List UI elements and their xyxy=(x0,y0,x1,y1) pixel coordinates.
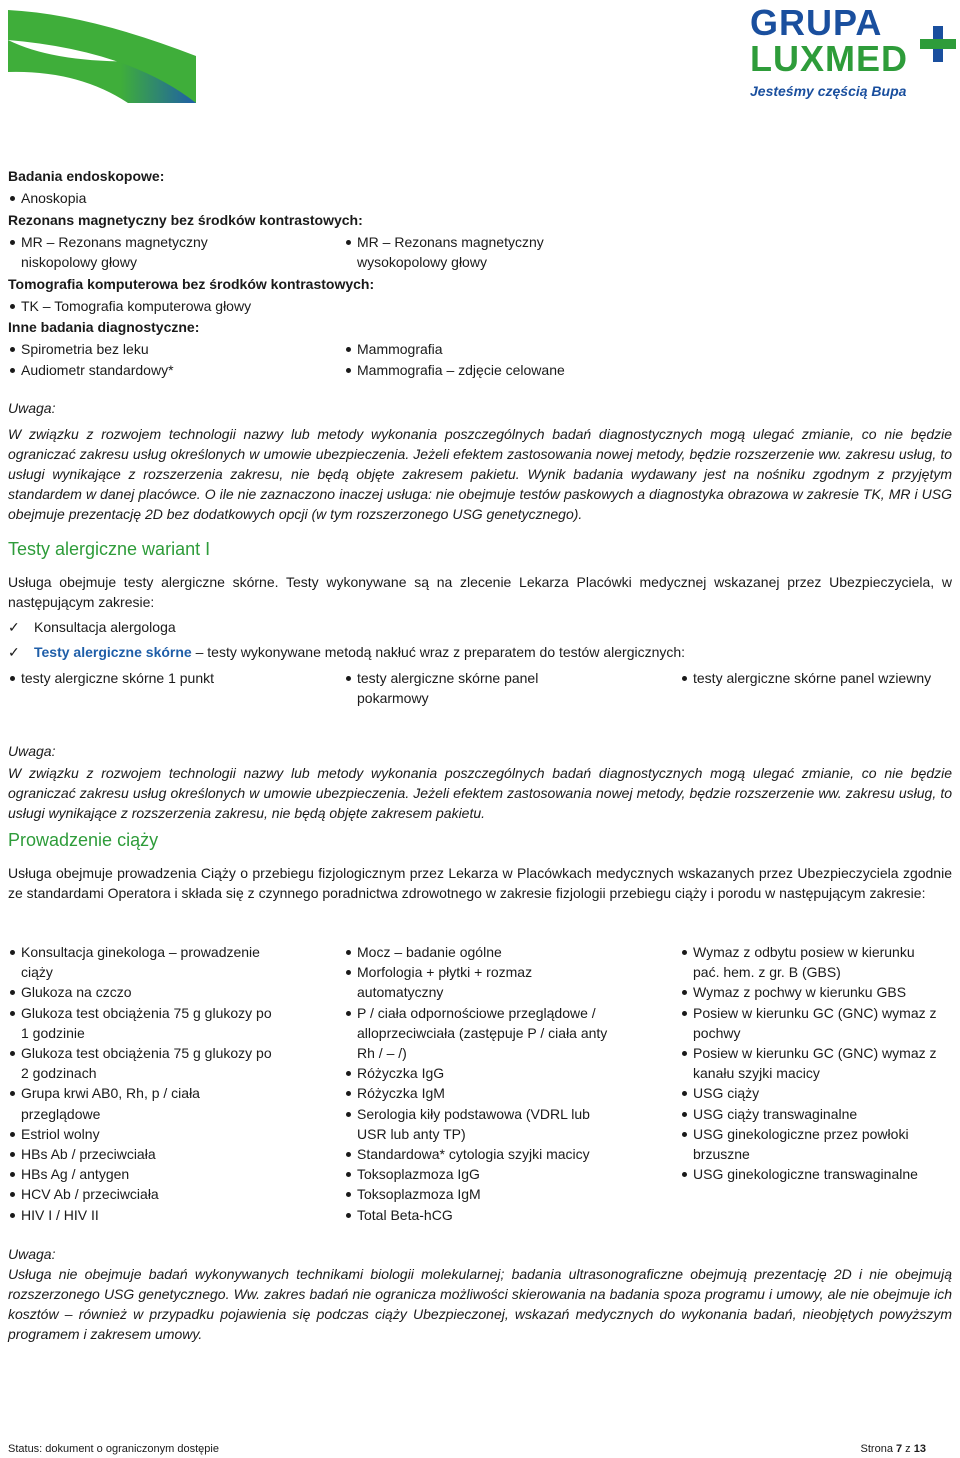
list-item: HIV I / HIV II xyxy=(8,1205,278,1225)
list-item: Total Beta-hCG xyxy=(344,1205,614,1225)
list-item: Glukoza na czczo xyxy=(8,982,278,1002)
list-item: Serologia kiły podstawowa (VDRL lub USR lub anty TP) xyxy=(344,1104,614,1144)
rezonans-title: Rezonans magnetyczny bez środków kontrastowych: xyxy=(8,212,363,228)
list-item: Audiometr standardowy* xyxy=(8,360,344,381)
logo-line-1: GRUPA xyxy=(750,2,883,43)
list-item: TK – Tomografia komputerowa głowy xyxy=(8,296,952,316)
testy-heading: Testy alergiczne wariant I xyxy=(8,539,211,559)
list-item: USG ciąży xyxy=(680,1083,942,1103)
list-item: P / ciała odpornościowe przeglądowe / alloprzeciwciała (zastępuje P / ciała anty Rh / – /) xyxy=(344,1003,614,1064)
logo-line-2: LUXMED xyxy=(750,38,908,79)
list-item: Wymaz z pochwy w kierunku GBS xyxy=(680,982,942,1002)
checklist-label-rest: – testy wykonywane metodą nakłuć wraz z preparatem do testów alergicznych: xyxy=(191,644,686,660)
list-item: Spirometria bez leku xyxy=(8,339,344,360)
list-item: testy alergiczne skórne 1 punkt xyxy=(8,668,344,688)
ciaza-heading: Prowadzenie ciąży xyxy=(8,830,159,850)
logo-tagline: Jesteśmy częścią Bupa xyxy=(750,83,907,99)
endoskopowe-title: Badania endoskopowe: xyxy=(8,168,165,184)
list-item: Konsultacja ginekologa – prowadzenie ciąży xyxy=(8,942,278,982)
list-item: testy alergiczne skórne panel pokarmowy xyxy=(344,668,554,708)
checklist-label-bold: Testy alergiczne skórne xyxy=(34,644,192,660)
logo-cross-icon xyxy=(920,26,956,62)
luxmed-logo xyxy=(750,4,955,104)
list-item: Glukoza test obciążenia 75 g glukozy po 2 godzinach xyxy=(8,1043,278,1083)
list-item: Anoskopia xyxy=(8,188,952,208)
uwaga-text: W związku z rozwojem technologii nazwy lub metody wykonania poszczególnych badań diagnostycznych mogą ulegać zmianie, co nie będzie ograniczać zakresu usług określonych w umowie ubezpieczenia. Jeżeli efektem zastosowania nowej metody, będzie rozszerzenie ww. zakresu usług, to usługi wynikające z rozszerzenia zakresu, nie będą objęte zakresem pakietu. Wynik badania wydawany jest na nośniku zgodnym z przyjętym standardem w danej placówce. O ile nie zaznaczono inaczej usługa: nie obejmuje testów paskowych a diagnostyka obrazowa w zakresie TK, MR i USG obejmuje prezentację 2D bez dodatkowych opcji (w tym rozszerzonego USG genetycznego). xyxy=(8,426,952,522)
tomografia-title: Tomografia komputerowa bez środków kontrastowych: xyxy=(8,276,375,292)
list-item: testy alergiczne skórne panel wziewny xyxy=(680,668,950,688)
list-item: Mammografia xyxy=(344,339,644,360)
checklist-label: Konsultacja alergologa xyxy=(34,619,176,635)
list-item: HBs Ag / antygen xyxy=(8,1164,278,1184)
testy-intro: Usługa obejmuje testy alergiczne skórne. Testy wykonywane są na zlecenie Lekarza Placówki medycznej wskazanej przez Ubezpieczyciela, w następującym zakresie: xyxy=(8,574,952,610)
inne-title: Inne badania diagnostyczne: xyxy=(8,319,200,335)
page-prefix: Strona xyxy=(860,1443,896,1455)
list-item: MR – Rezonans magnetyczny wysokopolowy głowy xyxy=(344,232,574,272)
check-icon: ✓ xyxy=(8,644,20,660)
list-item: Morfologia + płytki + rozmaz automatyczny xyxy=(344,962,614,1002)
check-icon: ✓ xyxy=(8,619,20,635)
list-item: Grupa krwi AB0, Rh, p / ciała przeglądowe xyxy=(8,1083,278,1123)
list-item: Mocz – badanie ogólne xyxy=(344,942,614,962)
list-item: Standardowa* cytologia szyjki macicy xyxy=(344,1144,614,1164)
list-item: Toksoplazmoza IgM xyxy=(344,1184,614,1204)
page-current: 7 xyxy=(896,1443,903,1455)
page-sep: z xyxy=(902,1443,914,1455)
list-item: Wymaz z odbytu posiew w kierunku pać. hem. z gr. B (GBS) xyxy=(680,942,942,982)
uwaga-label: Uwaga: xyxy=(8,1246,56,1262)
list-item: MR – Rezonans magnetyczny niskopolowy głowy xyxy=(8,232,238,272)
uwaga-text: W związku z rozwojem technologii nazwy lub metody wykonania poszczególnych badań diagnostycznych mogą ulegać zmianie, co nie będzie ograniczać zakresu usług określonych w umowie ubezpieczenia. Jeżeli efektem zastosowania nowej metody, będzie rozszerzenie ww. zakresu usług, to usługi wynikające z rozszerzenia zakresu, nie będą objęte zakresem pakietu. xyxy=(8,765,952,821)
green-stripe-graphic xyxy=(8,10,196,103)
list-item: Różyczka IgG xyxy=(344,1063,614,1083)
uwaga-text: Usługa nie obejmuje badań wykonywanych technikami biologii molekularnej; badania ultrasonograficzne obejmują prezentację 2D i nie obejmują rozszerzonego USG genetycznego. Ww. zakres badań nie ogranicza możliwości skierowania na badania spoza programu i umowy, ale nie obejmuje ich kosztów – również w przypadku pojawienia się podczas ciąży Ubezpieczonej, wskazań medycznych do wykonania badań, nieobjętych powyższym programem i zakresem umowy. xyxy=(8,1266,952,1342)
list-item: Glukoza test obciążenia 75 g glukozy po 1 godzinie xyxy=(8,1003,278,1043)
list-item: Toksoplazmoza IgG xyxy=(344,1164,614,1184)
page-total: 13 xyxy=(913,1443,926,1455)
checklist-item xyxy=(8,617,952,637)
list-item: USG ciąży transwaginalne xyxy=(680,1104,942,1124)
list-item: HCV Ab / przeciwciała xyxy=(8,1184,278,1204)
list-item: Posiew w kierunku GC (GNC) wymaz z pochwy xyxy=(680,1003,942,1043)
list-item: Różyczka IgM xyxy=(344,1083,614,1103)
list-item: Estriol wolny xyxy=(8,1124,278,1144)
footer-page-number xyxy=(861,1442,926,1456)
ciaza-intro: Usługa obejmuje prowadzenia Ciąży o przebiegu fizjologicznym przez Lekarza w Placówkach medycznych wskazanych przez Ubezpieczyciela zgodnie ze standardami Operatora i składa się z czynnego poradnictwa zdrowotnego w zakresie fizjologii przebiegu ciąży i porodu w następującym zakresie: xyxy=(8,865,952,901)
list-item: USG ginekologiczne przez powłoki brzuszne xyxy=(680,1124,942,1164)
uwaga-label: Uwaga: xyxy=(8,743,56,759)
list-item: HBs Ab / przeciwciała xyxy=(8,1144,278,1164)
list-item: Posiew w kierunku GC (GNC) wymaz z kanału szyjki macicy xyxy=(680,1043,942,1083)
list-item: USG ginekologiczne transwaginalne xyxy=(680,1164,942,1184)
footer-status: Status: dokument o ograniczonym dostępie xyxy=(8,1443,219,1455)
uwaga-label: Uwaga: xyxy=(8,400,56,416)
checklist-item xyxy=(8,642,952,662)
list-item: Mammografia – zdjęcie celowane xyxy=(344,360,644,381)
